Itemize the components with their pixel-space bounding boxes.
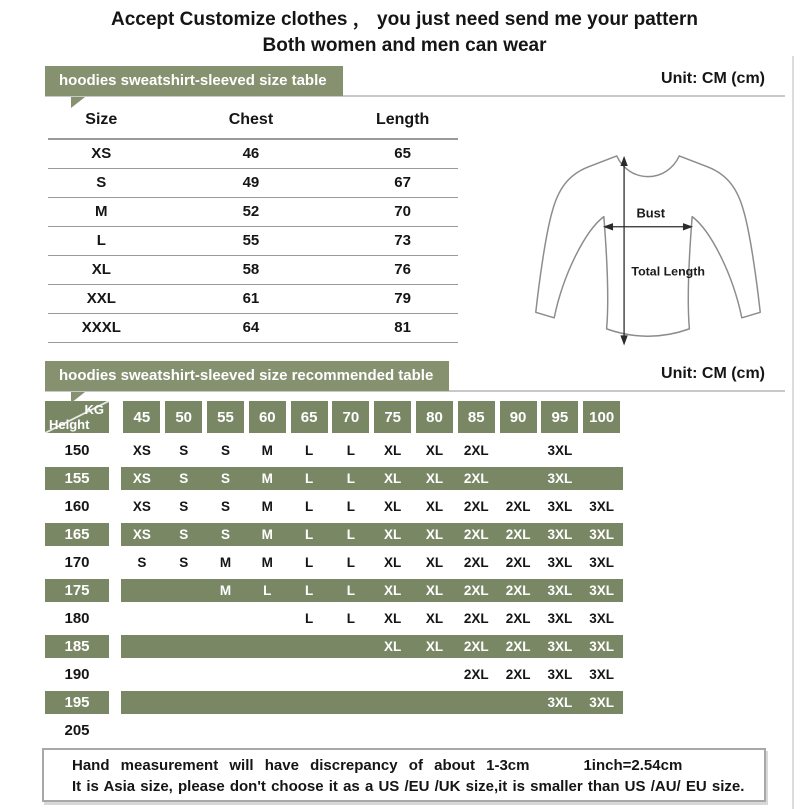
height-label-160: 160 <box>64 498 90 515</box>
weight-header-80: 80 <box>416 401 453 433</box>
recommended-size-cell: L <box>346 527 355 542</box>
weight-column <box>205 401 247 433</box>
height-label-175: 175 <box>45 579 109 602</box>
recommended-size-cell: M <box>219 583 232 598</box>
recommended-size-cell: L <box>346 443 355 458</box>
recommended-size-cell: 3XL <box>547 443 573 458</box>
recommended-size-cell <box>121 635 163 658</box>
recommended-row-150 <box>45 439 623 462</box>
recommended-row-165 <box>45 523 623 546</box>
recommended-row-205 <box>45 719 623 742</box>
recommended-size-cell: 2XL <box>463 583 489 598</box>
recommended-size-cell <box>372 719 414 742</box>
size-table-row-S <box>48 169 458 198</box>
weight-column <box>288 401 330 433</box>
total-length-label: Total Length <box>631 264 705 279</box>
weight-header-85: 85 <box>458 401 495 433</box>
weight-column <box>330 401 372 433</box>
recommended-size-cell <box>372 663 414 686</box>
column-header-chest: Chest <box>228 111 274 128</box>
chest-cell: 61 <box>242 290 260 307</box>
size-table-body <box>48 139 458 343</box>
recommended-size-cell <box>330 635 372 658</box>
recommended-size-cell: 2XL <box>463 667 489 682</box>
recommended-size-cell <box>163 579 205 602</box>
footer-line-1 <box>72 757 764 774</box>
size-cell: XL <box>91 261 111 278</box>
recommended-size-cell: L <box>304 611 314 626</box>
chest-cell: 58 <box>242 261 260 278</box>
recommended-banner-label: hoodies sweatshirt-sleeved size recommended table <box>59 367 434 384</box>
recommended-size-cell: L <box>346 555 355 570</box>
recommended-size-cell <box>205 607 247 630</box>
height-label-205: 205 <box>64 722 90 739</box>
recommended-size-cell: XL <box>384 583 402 598</box>
recommended-size-cell: XL <box>384 443 402 458</box>
recommended-size-cell <box>330 663 372 686</box>
recommended-size-cell <box>414 719 456 742</box>
weight-header-75: 75 <box>374 401 411 433</box>
size-table-row-XS <box>48 139 458 169</box>
weight-column <box>246 401 288 433</box>
recommended-size-cell: L <box>263 583 272 598</box>
size-table-row-XXL <box>48 285 458 314</box>
header-line-2: Both women and men can wear <box>262 35 547 56</box>
recommended-size-cell <box>539 719 581 742</box>
recommended-size-cell: XS <box>132 443 151 458</box>
recommended-size-cell: XL <box>425 443 444 458</box>
recommended-size-cell: 2XL <box>463 527 489 542</box>
recommended-size-cell <box>497 719 539 742</box>
recommended-size-cell <box>163 663 205 686</box>
recommended-size-cell <box>288 719 330 742</box>
recommended-size-cell: L <box>346 499 355 514</box>
recommended-size-cell: S <box>179 443 189 458</box>
size-band <box>121 663 623 686</box>
footer-note <box>42 748 766 802</box>
recommended-size-cell: S <box>137 555 147 570</box>
size-band <box>121 523 623 546</box>
inch-conversion-note: 1inch=2.54cm <box>583 757 683 774</box>
recommended-size-cell: 3XL <box>547 555 573 570</box>
recommended-size-cell: M <box>261 499 273 514</box>
recommended-size-cell <box>121 579 163 602</box>
unit-label-1: Unit: CM (cm) <box>661 70 765 87</box>
recommended-size-cell <box>205 635 247 658</box>
banner-tail <box>71 97 85 108</box>
shirt-diagram-svg <box>498 132 798 362</box>
page-edge-line <box>792 56 794 809</box>
recommended-size-cell <box>288 663 330 686</box>
recommended-size-cell: 3XL <box>547 499 573 514</box>
recommended-size-cell: S <box>179 555 189 570</box>
weight-header-100: 100 <box>583 401 620 433</box>
recommended-size-cell: 2XL <box>463 443 489 458</box>
size-cell: XXL <box>86 290 116 307</box>
length-cell: 79 <box>394 290 411 307</box>
recommended-size-cell <box>581 439 623 462</box>
recommended-size-cell <box>163 635 205 658</box>
shirt-outline <box>536 156 760 336</box>
recommended-row-195 <box>45 691 623 714</box>
recommended-size-cell: XL <box>384 639 402 654</box>
recommended-size-cell <box>330 719 372 742</box>
recommended-size-cell: XS <box>132 471 151 486</box>
height-label-170: 170 <box>64 554 90 571</box>
size-band <box>121 579 623 602</box>
recommended-size-cell: L <box>304 527 314 542</box>
recommended-size-cell: 2XL <box>505 499 531 514</box>
recommended-size-cell: XL <box>384 527 402 542</box>
recommended-size-cell: 2XL <box>463 499 489 514</box>
size-cell: XS <box>91 145 112 162</box>
recommended-size-cell: L <box>346 611 355 626</box>
recommended-size-cell: 2XL <box>463 471 489 486</box>
size-cell: S <box>96 174 107 191</box>
recommended-size-cell <box>246 635 288 658</box>
recommended-size-cell <box>497 467 539 490</box>
recommended-size-cell: L <box>304 443 314 458</box>
height-label-155: 155 <box>45 467 109 490</box>
recommended-size-cell: XS <box>132 499 151 514</box>
column-header-size: Size <box>85 111 118 128</box>
recommended-size-cell <box>497 691 539 714</box>
recommended-size-cell <box>246 719 288 742</box>
recommended-size-cell <box>121 719 163 742</box>
recommended-size-cell: 2XL <box>463 639 489 654</box>
chest-cell: 46 <box>242 145 260 162</box>
recommended-size-cell: XL <box>384 471 402 486</box>
size-band <box>121 607 623 630</box>
size-table-section-header <box>45 66 787 96</box>
recommended-size-cell: 3XL <box>547 583 573 598</box>
height-label-195: 195 <box>45 691 109 714</box>
recommended-size-cell: XL <box>425 555 444 570</box>
recommended-size-cell: 2XL <box>463 611 489 626</box>
recommended-row-185 <box>45 635 623 658</box>
recommended-size-cell <box>581 467 623 490</box>
recommended-size-cell <box>205 691 247 714</box>
recommended-size-cell <box>121 607 163 630</box>
weight-column <box>414 401 456 433</box>
matrix-header-row <box>45 401 623 433</box>
recommended-size-cell: 3XL <box>547 471 573 486</box>
length-cell: 65 <box>394 145 411 162</box>
recommended-table-banner <box>45 361 449 391</box>
recommended-size-cell <box>455 719 497 742</box>
chest-cell: 49 <box>242 174 260 191</box>
recommended-size-cell: 3XL <box>589 639 615 654</box>
recommended-size-cell: S <box>220 471 230 486</box>
recommended-size-cell: S <box>220 527 230 542</box>
recommended-size-cell: L <box>304 555 314 570</box>
recommended-size-cell <box>581 719 623 742</box>
recommended-size-cell <box>246 607 288 630</box>
size-cell: M <box>95 203 108 220</box>
recommended-size-cell <box>288 691 330 714</box>
recommended-size-cell: 2XL <box>505 527 531 542</box>
recommended-size-cell: S <box>179 471 189 486</box>
weight-column <box>497 401 539 433</box>
length-cell: 73 <box>394 232 411 249</box>
height-label-190: 190 <box>64 666 90 683</box>
recommended-size-cell <box>205 663 247 686</box>
recommended-row-175 <box>45 579 623 602</box>
recommended-size-cell: XL <box>425 499 444 514</box>
weight-column <box>539 401 581 433</box>
recommended-size-cell <box>246 691 288 714</box>
size-band <box>121 719 623 742</box>
recommended-size-cell: 2XL <box>505 639 531 654</box>
recommended-size-cell: 3XL <box>589 499 615 514</box>
weight-header-70: 70 <box>332 401 369 433</box>
recommended-size-cell: XL <box>384 499 402 514</box>
recommended-size-cell <box>163 607 205 630</box>
recommended-size-cell: XL <box>425 583 444 598</box>
size-table-row-M <box>48 198 458 227</box>
size-band <box>121 439 623 462</box>
weights-row <box>121 401 623 433</box>
recommended-size-cell: S <box>179 527 189 542</box>
matrix-rows <box>45 439 623 742</box>
recommended-row-190 <box>45 663 623 686</box>
recommended-size-cell: M <box>261 471 273 486</box>
column-header-length: Length <box>375 111 430 128</box>
recommended-size-cell: 2XL <box>505 667 531 682</box>
recommended-size-cell <box>455 691 497 714</box>
chest-cell: 55 <box>242 232 260 249</box>
size-table-header-row <box>48 103 458 139</box>
recommended-size-cell <box>163 691 205 714</box>
size-cell: L <box>96 232 106 249</box>
header-line-1: Accept Customize clothes ， you just need send me your pattern <box>110 9 698 30</box>
weight-column <box>163 401 205 433</box>
length-cell: 67 <box>394 174 411 191</box>
recommended-size-cell: XL <box>384 555 402 570</box>
corner-kg-label: KG <box>84 402 104 417</box>
recommended-size-cell <box>330 691 372 714</box>
recommended-size-cell: 3XL <box>589 611 615 626</box>
recommended-size-cell: 3XL <box>547 695 573 710</box>
recommended-size-cell: L <box>346 583 355 598</box>
length-cell: 76 <box>394 261 411 278</box>
bust-label: Bust <box>636 205 666 221</box>
recommended-size-cell: 3XL <box>547 639 573 654</box>
height-label-185: 185 <box>45 635 109 658</box>
recommended-size-cell: 3XL <box>589 583 615 598</box>
chest-cell: 64 <box>242 319 260 336</box>
page-header <box>0 7 809 59</box>
recommended-size-cell: S <box>220 443 230 458</box>
recommended-size-cell <box>163 719 205 742</box>
recommended-section-header <box>45 361 787 391</box>
recommended-size-cell: XL <box>425 611 444 626</box>
recommended-size-cell <box>121 663 163 686</box>
recommended-size-cell: S <box>179 499 189 514</box>
corner-height-label: Height <box>49 417 90 432</box>
weight-header-50: 50 <box>165 401 202 433</box>
footer-line-2: It is Asia size, please don't choose it as a US /EU /UK size,it is smaller than US /AU/ EU size. <box>72 778 745 795</box>
height-label-180: 180 <box>64 610 90 627</box>
recommended-row-170 <box>45 551 623 574</box>
recommended-size-cell <box>372 691 414 714</box>
length-cell: 81 <box>394 319 411 336</box>
recommended-size-cell <box>205 719 247 742</box>
recommended-size-cell: 3XL <box>589 555 615 570</box>
recommended-size-cell: XS <box>132 527 151 542</box>
size-band <box>121 551 623 574</box>
recommended-size-cell: 2XL <box>463 555 489 570</box>
recommended-size-cell <box>246 663 288 686</box>
recommended-size-cell: L <box>304 499 314 514</box>
size-table-row-XXXL <box>48 314 458 343</box>
weight-column <box>581 401 623 433</box>
recommended-size-cell: 3XL <box>589 527 615 542</box>
weight-header-90: 90 <box>500 401 537 433</box>
height-label-150: 150 <box>64 442 90 459</box>
size-band <box>121 635 623 658</box>
recommended-size-cell <box>414 663 456 686</box>
recommended-row-160 <box>45 495 623 518</box>
recommended-size-cell: M <box>219 555 232 570</box>
recommended-size-cell: M <box>261 555 273 570</box>
recommended-size-cell: M <box>261 443 273 458</box>
size-band <box>121 691 623 714</box>
kg-height-corner <box>45 401 109 433</box>
weight-header-45: 45 <box>123 401 160 433</box>
weight-header-65: 65 <box>291 401 328 433</box>
recommended-size-cell: 3XL <box>547 527 573 542</box>
measurement-note: Hand measurement will have discrepancy of about 1-3cm <box>72 757 530 774</box>
recommended-size-cell: XL <box>425 471 444 486</box>
size-band <box>121 495 623 518</box>
recommended-size-cell <box>414 691 456 714</box>
recommended-size-cell: S <box>220 499 230 514</box>
banner-tail-2 <box>71 392 85 403</box>
recommended-row-155 <box>45 467 623 490</box>
recommended-table <box>45 401 623 747</box>
recommended-size-cell: XL <box>425 639 444 654</box>
length-cell: 70 <box>394 203 411 220</box>
weight-header-95: 95 <box>541 401 578 433</box>
recommended-size-cell: M <box>261 527 273 542</box>
size-table-banner <box>45 66 343 96</box>
recommended-size-cell: 2XL <box>505 611 531 626</box>
recommended-size-cell: 2XL <box>505 555 531 570</box>
weight-header-55: 55 <box>207 401 244 433</box>
recommended-size-cell: 3XL <box>589 667 615 682</box>
recommended-size-cell: L <box>346 471 355 486</box>
recommended-size-cell <box>121 691 163 714</box>
shirt-diagram <box>498 132 798 362</box>
unit-label-2: Unit: CM (cm) <box>661 365 765 382</box>
recommended-size-cell <box>288 635 330 658</box>
recommended-size-cell: 3XL <box>547 667 573 682</box>
height-label-165: 165 <box>45 523 109 546</box>
size-table-row-XL <box>48 256 458 285</box>
weight-column <box>372 401 414 433</box>
recommended-size-cell: L <box>304 471 314 486</box>
recommended-size-cell <box>497 439 539 462</box>
chest-cell: 52 <box>242 203 260 220</box>
weight-column <box>121 401 163 433</box>
recommended-size-cell: 3XL <box>547 611 573 626</box>
recommended-size-cell: 2XL <box>505 583 531 598</box>
recommended-size-cell: XL <box>384 611 402 626</box>
size-table <box>48 103 458 343</box>
weight-header-60: 60 <box>249 401 286 433</box>
recommended-row-180 <box>45 607 623 630</box>
size-table-row-L <box>48 227 458 256</box>
recommended-size-cell: XL <box>425 527 444 542</box>
recommended-size-cell: L <box>304 583 314 598</box>
weight-column <box>455 401 497 433</box>
recommended-size-cell: 3XL <box>589 695 615 710</box>
size-band <box>121 467 623 490</box>
size-cell: XXXL <box>81 319 121 336</box>
size-table-banner-label: hoodies sweatshirt-sleeved size table <box>59 72 327 89</box>
